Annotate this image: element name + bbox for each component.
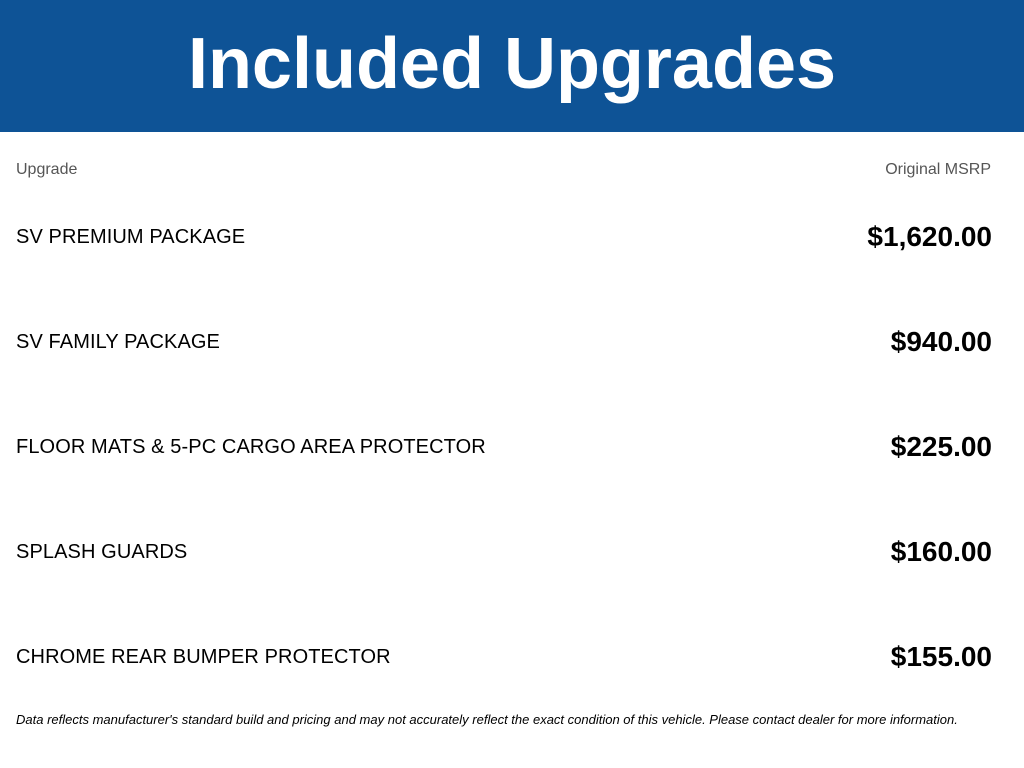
- upgrade-row: [16, 322, 992, 362]
- header-banner: [0, 0, 1024, 132]
- upgrade-name: SV FAMILY PACKAGE: [16, 330, 220, 353]
- upgrade-price: $225.00: [890, 431, 992, 462]
- upgrade-row: [16, 427, 992, 467]
- upgrade-price: $155.00: [890, 641, 992, 672]
- upgrade-name: FLOOR MATS & 5-PC CARGO AREA PROTECTOR: [16, 435, 486, 458]
- disclaimer-text: Data reflects manufacturer's standard build and pricing and may not accurately reflect the exact condition of this vehicle. Please contact dealer for more information.: [16, 712, 958, 727]
- upgrade-name: SV PREMIUM PACKAGE: [16, 225, 246, 248]
- upgrade-name: CHROME REAR BUMPER PROTECTOR: [16, 645, 391, 668]
- upgrade-row: [16, 532, 992, 572]
- upgrade-column-header: Upgrade: [16, 161, 78, 178]
- upgrade-price: $940.00: [890, 326, 992, 357]
- upgrade-row: [16, 637, 992, 677]
- upgrade-price: $1,620.00: [867, 221, 992, 252]
- page-title: Included Upgrades: [187, 24, 837, 104]
- msrp-column-header: Original MSRP: [885, 161, 991, 178]
- upgrade-row: [16, 217, 992, 257]
- upgrade-name: SPLASH GUARDS: [16, 540, 188, 563]
- upgrade-price: $160.00: [890, 536, 992, 567]
